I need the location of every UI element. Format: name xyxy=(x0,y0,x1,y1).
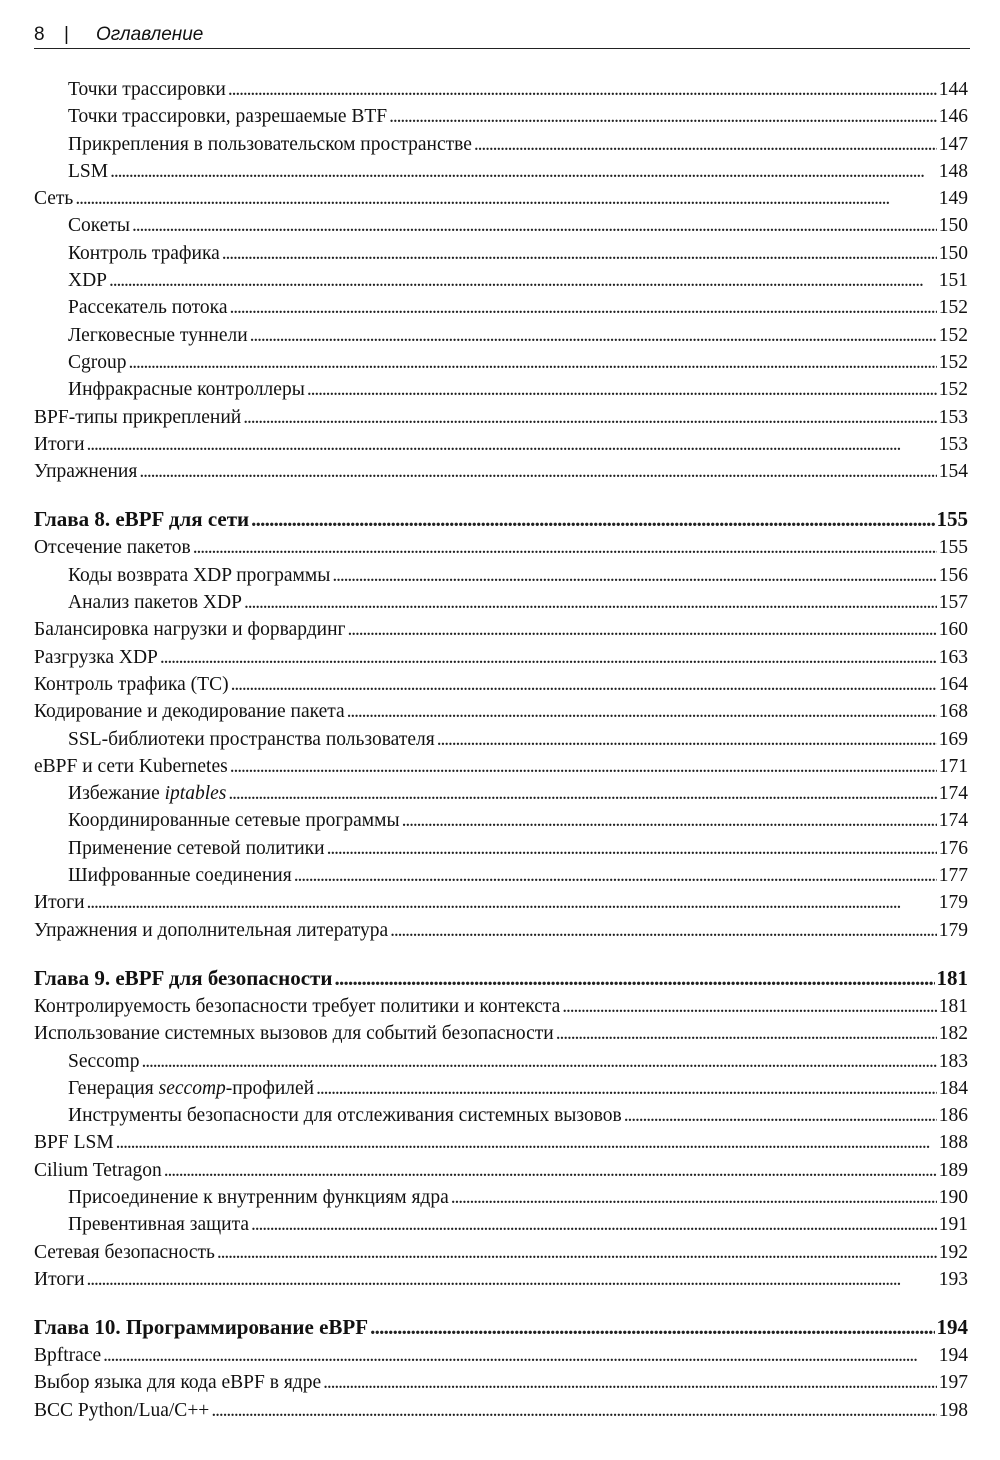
toc-entry-title xyxy=(34,963,332,993)
dot-leader xyxy=(109,267,937,294)
toc-entry-title xyxy=(34,993,560,1020)
toc-entry-title xyxy=(34,1397,209,1424)
toc-entry-title-text: Присоединение к внутренним функциям ядра xyxy=(68,1186,449,1208)
toc-entry-title-italic: seccomp xyxy=(158,1077,226,1099)
toc-entry-page: 174 xyxy=(938,783,968,805)
toc-entry-page: 160 xyxy=(938,619,968,641)
dot-leader xyxy=(87,1266,937,1293)
toc-chapter-entry xyxy=(34,504,968,534)
toc-entry-title-text: SSL-библиотеки пространства пользователя xyxy=(68,728,435,750)
toc-chapter-entry xyxy=(34,1312,968,1342)
toc-entry xyxy=(34,404,968,431)
toc-entry-title xyxy=(68,1184,449,1211)
toc-entry-title-text: Итоги xyxy=(34,433,85,455)
toc-entry-title-text: Балансировка нагрузки и форвардинг xyxy=(34,619,346,641)
dot-leader xyxy=(132,212,937,239)
toc-entry-title xyxy=(68,562,330,589)
toc-entry-title-text: Инфракрасные контроллеры xyxy=(68,379,305,401)
toc-entry-page: 181 xyxy=(938,995,968,1017)
toc-entry-page: 190 xyxy=(938,1186,968,1208)
toc-entry-page: 193 xyxy=(938,1268,968,1290)
dot-leader xyxy=(230,753,937,780)
toc-entry-page: 198 xyxy=(938,1399,968,1421)
toc-entry-title xyxy=(68,376,305,403)
toc-entry-title-text: XDP xyxy=(68,270,108,292)
dot-leader xyxy=(164,1157,937,1184)
toc-entry-title-text: Инструменты безопасности для отслеживания системных вызовов xyxy=(68,1105,622,1127)
toc-entry-title-text: Глава 8. eBPF для сети xyxy=(34,507,250,532)
dot-leader xyxy=(103,1342,937,1369)
toc-entry xyxy=(34,349,968,376)
dot-leader xyxy=(562,993,936,1020)
toc-entry xyxy=(34,1239,968,1266)
toc-entry-title-text: LSM xyxy=(68,160,109,182)
dot-leader xyxy=(217,1239,937,1266)
toc-entry-title-text: Упражнения и дополнительная литература xyxy=(34,919,389,941)
dot-leader xyxy=(110,158,937,185)
toc-entry xyxy=(34,1102,968,1129)
dot-leader xyxy=(141,1048,936,1075)
toc-entry-title-text: Превентивная защита xyxy=(68,1214,249,1236)
toc-entry-title xyxy=(34,644,158,671)
header-separator: | xyxy=(64,24,69,45)
toc-entry-title-text: Итоги xyxy=(34,892,85,914)
dot-leader xyxy=(129,349,937,376)
dot-leader xyxy=(222,240,937,267)
toc-entry-page: 188 xyxy=(938,1132,968,1154)
toc-entry-page: 177 xyxy=(938,865,968,887)
toc-entry-title-text: Легковесные туннели xyxy=(68,324,248,346)
toc-entry-page: 182 xyxy=(938,1023,968,1045)
toc-entry-page: 184 xyxy=(938,1077,968,1099)
toc-entry-page: 153 xyxy=(938,406,968,428)
toc-entry xyxy=(34,753,968,780)
toc-entry xyxy=(34,458,968,485)
toc-entry-title-text: Выбор языка для кода eBPF в ядре xyxy=(34,1372,322,1394)
dot-leader xyxy=(116,1129,937,1156)
toc-entry-title xyxy=(68,1211,249,1238)
toc-entry xyxy=(34,889,968,916)
toc-entry-page: 152 xyxy=(938,324,968,346)
toc-entry-page: 181 xyxy=(936,965,968,990)
toc-entry xyxy=(34,534,968,561)
toc-entry-title xyxy=(34,1342,101,1369)
toc-entry-title xyxy=(34,753,228,780)
toc-entry-title-text: Анализ пакетов XDP xyxy=(68,592,242,614)
dot-leader xyxy=(316,1075,937,1102)
toc-entry xyxy=(34,1129,968,1156)
toc-entry-title-text: Cilium Tetragon xyxy=(34,1159,162,1181)
toc-entry xyxy=(34,671,968,698)
toc-entry xyxy=(34,1342,968,1369)
dot-leader xyxy=(451,1184,937,1211)
toc-entry-title xyxy=(68,807,400,834)
toc-entry-title xyxy=(34,1312,368,1342)
toc-entry xyxy=(34,616,968,643)
toc-entry-title-suffix: -профилей xyxy=(225,1077,315,1099)
toc-entry xyxy=(34,240,968,267)
dot-leader xyxy=(389,103,937,130)
dot-leader xyxy=(139,458,936,485)
toc-entry xyxy=(34,698,968,725)
toc-entry-title-text: Прикрепления в пользовательском пространстве xyxy=(68,133,472,155)
toc-entry-title xyxy=(34,1266,85,1293)
toc-entry-title-text: Cgroup xyxy=(68,351,127,373)
dot-leader xyxy=(251,1211,937,1238)
toc-entry-page: 164 xyxy=(938,673,968,695)
dot-leader xyxy=(87,889,937,916)
toc-entry-title-text: Генерация xyxy=(68,1077,159,1099)
toc-entry xyxy=(34,1075,968,1102)
toc-entry-title-text: Упражнения xyxy=(34,461,138,483)
running-header xyxy=(34,22,970,49)
toc-entry xyxy=(34,1184,968,1211)
toc-entry-page: 179 xyxy=(938,892,968,914)
toc-entry-page: 157 xyxy=(938,592,968,614)
toc-entry-page: 191 xyxy=(938,1214,968,1236)
toc-entry xyxy=(34,103,968,130)
toc-entry-page: 169 xyxy=(938,728,968,750)
toc-entry xyxy=(34,862,968,889)
table-of-contents xyxy=(34,76,968,1424)
toc-entry-title xyxy=(34,431,85,458)
toc-entry-page: 146 xyxy=(938,106,968,128)
toc-entry-title-text: Сокеты xyxy=(68,215,131,237)
toc-entry-page: 152 xyxy=(938,351,968,373)
toc-entry-page: 152 xyxy=(938,379,968,401)
toc-entry-title-text: Коды возврата XDP программы xyxy=(68,564,331,586)
toc-entry xyxy=(34,76,968,103)
dot-leader xyxy=(228,76,937,103)
header-title: Оглавление xyxy=(96,24,204,45)
toc-entry-title-text: Контролируемость безопасности требует политики и контекста xyxy=(34,995,561,1017)
toc-entry-page: 194 xyxy=(936,1315,968,1340)
toc-entry-title-text: Шифрованные соединения xyxy=(68,865,292,887)
toc-entry-page: 152 xyxy=(938,297,968,319)
toc-entry xyxy=(34,322,968,349)
toc-entry xyxy=(34,1397,968,1424)
toc-entry-title-text: Bpftrace xyxy=(34,1345,102,1367)
toc-entry-page: 148 xyxy=(938,160,968,182)
toc-entry-title xyxy=(68,862,292,889)
toc-entry xyxy=(34,185,968,212)
dot-leader xyxy=(87,431,937,458)
toc-entry-title-text: Отсечение пакетов xyxy=(34,537,191,559)
toc-entry-page: 147 xyxy=(938,133,968,155)
toc-entry-title-text: BPF LSM xyxy=(34,1132,114,1154)
dot-leader xyxy=(556,1020,937,1047)
toc-entry-title xyxy=(34,1157,162,1184)
toc-entry-page: 192 xyxy=(938,1241,968,1263)
dot-leader xyxy=(347,698,937,725)
toc-entry-page: 179 xyxy=(938,919,968,941)
toc-entry-title xyxy=(34,671,229,698)
toc-entry xyxy=(34,158,968,185)
toc-entry-title xyxy=(34,1129,114,1156)
toc-entry-title xyxy=(68,158,108,185)
toc-entry-title-text: Контроль трафика xyxy=(68,242,220,264)
toc-entry xyxy=(34,1157,968,1184)
toc-entry-title-text: Сеть xyxy=(34,188,74,210)
toc-entry xyxy=(34,431,968,458)
toc-entry xyxy=(34,807,968,834)
toc-entry-title-text: Контроль трафика (TC) xyxy=(34,673,229,695)
toc-entry xyxy=(34,1266,968,1293)
toc-entry-page: 189 xyxy=(938,1159,968,1181)
page-number: 8 xyxy=(34,24,45,45)
toc-entry-title xyxy=(68,835,325,862)
toc-entry-title-text: Точки трассировки xyxy=(68,79,226,100)
toc-entry xyxy=(34,1369,968,1396)
toc-entry-title xyxy=(34,889,85,916)
dot-leader xyxy=(193,534,937,561)
dot-leader xyxy=(390,917,937,944)
dot-leader xyxy=(230,294,937,321)
dot-leader xyxy=(228,780,936,807)
toc-entry-title-text: BCC Python/Lua/C++ xyxy=(34,1399,210,1421)
dot-leader xyxy=(437,726,937,753)
toc-entry-page: 171 xyxy=(938,755,968,777)
toc-entry-title xyxy=(68,1102,622,1129)
toc-entry-title xyxy=(68,589,242,616)
toc-entry-page: 155 xyxy=(938,537,968,559)
toc-entry xyxy=(34,993,968,1020)
toc-entry-title xyxy=(34,504,249,534)
toc-entry-title-text: Избежание xyxy=(68,783,165,805)
toc-entry-title xyxy=(34,1239,215,1266)
dot-leader xyxy=(474,131,937,158)
dot-leader xyxy=(294,862,937,889)
toc-entry-page: 183 xyxy=(938,1050,968,1072)
toc-entry-page: 168 xyxy=(938,701,968,723)
toc-entry-title xyxy=(68,349,127,376)
toc-entry xyxy=(34,562,968,589)
toc-entry xyxy=(34,1048,968,1075)
toc-entry-page: 144 xyxy=(938,79,968,100)
toc-entry-title xyxy=(68,267,107,294)
toc-entry-title xyxy=(68,1048,139,1075)
toc-entry-title-text: Разгрузка XDP xyxy=(34,646,158,668)
toc-entry-title-text: Рассекатель потока xyxy=(68,297,228,319)
toc-entry-title xyxy=(68,240,220,267)
toc-entry xyxy=(34,1211,968,1238)
toc-entry-title xyxy=(68,1075,314,1102)
dot-leader xyxy=(243,404,937,431)
toc-entry-title xyxy=(68,726,435,753)
toc-entry-title-text: Координированные сетевые программы xyxy=(68,810,400,832)
toc-entry-page: 176 xyxy=(938,837,968,859)
toc-entry-title xyxy=(68,212,130,239)
toc-entry xyxy=(34,835,968,862)
toc-entry xyxy=(34,780,968,807)
toc-entry-title-text: Глава 10. Программирование eBPF xyxy=(34,1315,369,1340)
toc-entry-page: 151 xyxy=(938,270,968,292)
dot-leader xyxy=(160,644,937,671)
toc-entry-title xyxy=(34,404,241,431)
dot-leader xyxy=(327,835,937,862)
toc-entry-title xyxy=(68,131,472,158)
toc-entry-title xyxy=(34,698,345,725)
dot-leader xyxy=(332,562,936,589)
toc-entry xyxy=(34,726,968,753)
toc-entry-title-text: Точки трассировки, разрешаемые BTF xyxy=(68,106,388,128)
toc-entry xyxy=(34,376,968,403)
toc-entry-title-text: Глава 9. eBPF для безопасности xyxy=(34,965,333,990)
dot-leader xyxy=(323,1369,937,1396)
toc-entry-title xyxy=(34,1020,554,1047)
toc-entry-title xyxy=(68,294,228,321)
toc-entry-page: 154 xyxy=(938,461,968,483)
dot-leader xyxy=(348,616,937,643)
toc-entry xyxy=(34,1020,968,1047)
toc-entry-page: 194 xyxy=(938,1345,968,1367)
toc-entry-title-text: Кодирование и декодирование пакета xyxy=(34,701,345,723)
dot-leader xyxy=(250,322,937,349)
toc-entry-title-italic: iptables xyxy=(164,783,227,805)
dot-leader xyxy=(624,1102,937,1129)
dot-leader xyxy=(334,963,934,993)
toc-entry xyxy=(34,131,968,158)
toc-entry-title xyxy=(34,185,73,212)
toc-entry-page: 150 xyxy=(938,242,968,264)
dot-leader xyxy=(231,671,937,698)
toc-entry-title xyxy=(34,917,388,944)
dot-leader xyxy=(211,1397,936,1424)
toc-entry xyxy=(34,644,968,671)
toc-entry-page: 197 xyxy=(938,1372,968,1394)
toc-entry-title-text: Итоги xyxy=(34,1268,85,1290)
toc-entry xyxy=(34,212,968,239)
toc-entry-title xyxy=(68,322,248,349)
toc-entry-page: 153 xyxy=(938,433,968,455)
dot-leader xyxy=(244,589,937,616)
toc-entry-title xyxy=(34,458,137,485)
toc-entry-page: 155 xyxy=(936,507,968,532)
dot-leader xyxy=(370,1312,934,1342)
dot-leader xyxy=(251,504,934,534)
toc-entry-title-text: eBPF и сети Kubernetes xyxy=(34,755,228,777)
toc-entry xyxy=(34,267,968,294)
toc-entry-title xyxy=(34,534,191,561)
toc-entry-title xyxy=(68,76,226,103)
toc-entry-title xyxy=(34,616,346,643)
toc-entry-title-text: Применение сетевой политики xyxy=(68,837,325,859)
toc-entry-title-text: Сетевая безопасность xyxy=(34,1241,215,1263)
toc-entry xyxy=(34,917,968,944)
toc-entry xyxy=(34,294,968,321)
dot-leader xyxy=(402,807,937,834)
toc-entry-page: 163 xyxy=(938,646,968,668)
toc-entry-title xyxy=(68,103,387,130)
toc-entry-page: 174 xyxy=(938,810,968,832)
toc-entry-title-text: Seccomp xyxy=(68,1050,140,1072)
toc-entry-page: 149 xyxy=(938,188,968,210)
toc-chapter-entry xyxy=(34,963,968,993)
toc-entry-title xyxy=(34,1369,321,1396)
dot-leader xyxy=(307,376,937,403)
toc-entry-title-text: BPF-типы прикреплений xyxy=(34,406,242,428)
toc-entry-title xyxy=(68,780,226,807)
toc-entry-page: 186 xyxy=(938,1105,968,1127)
dot-leader xyxy=(75,185,936,212)
toc-entry-page: 150 xyxy=(938,215,968,237)
toc-entry-page: 156 xyxy=(938,564,968,586)
toc-entry-title-text: Использование системных вызовов для событий безопасности xyxy=(34,1023,554,1045)
toc-entry xyxy=(34,589,968,616)
